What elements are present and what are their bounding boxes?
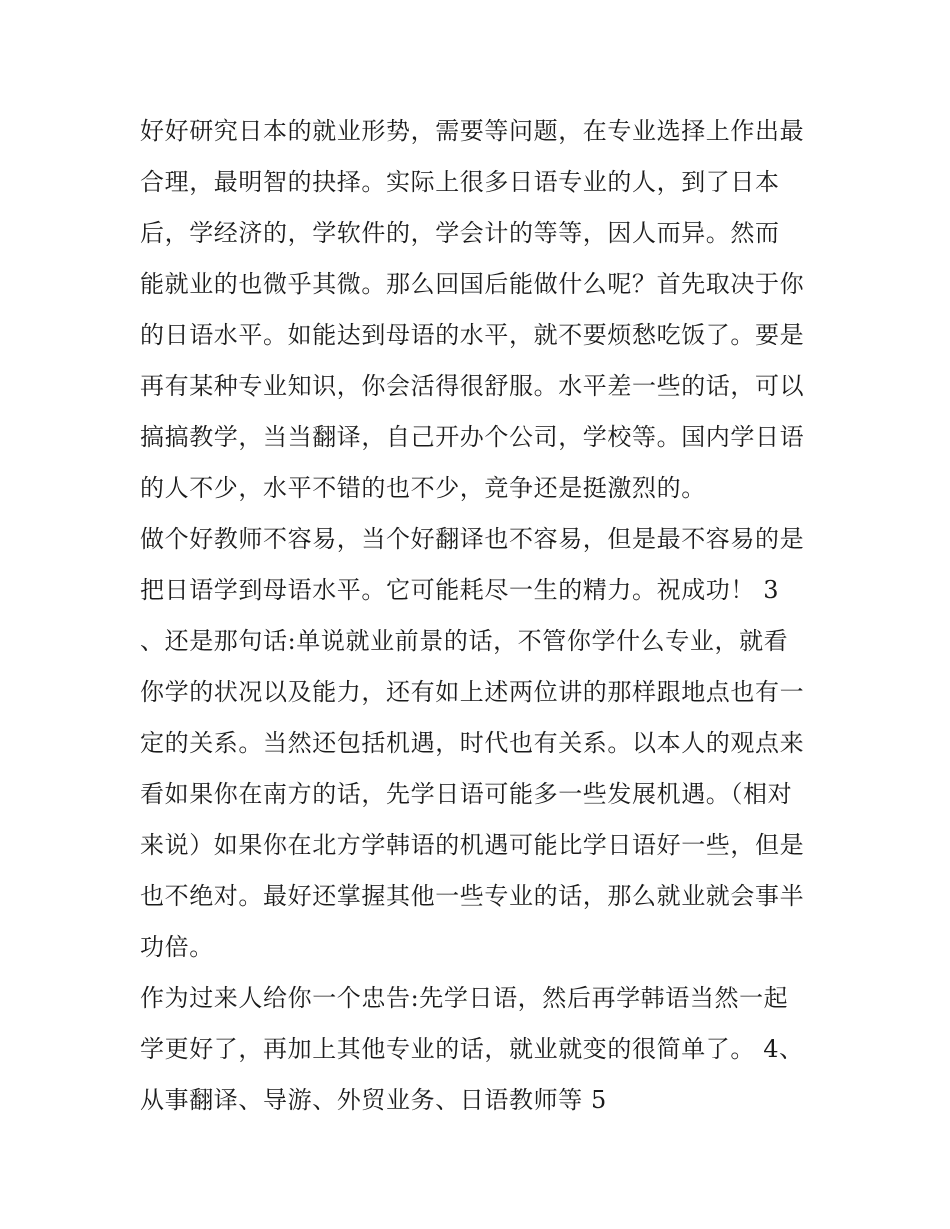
- text-line-5: 的日语水平。如能达到母语的水平，就不要烦愁吃饭了。要是: [140, 321, 805, 349]
- text-line-4: 能就业的也微乎其微。那么回国后能做什么呢？首先取决于你: [140, 270, 805, 298]
- text-line-18: 作为过来人给你一个忠告:先学日语，然后再学韩语当然一起: [140, 984, 789, 1012]
- text-line-1: 好好研究日本的就业形势，需要等问题，在专业选择上作出最: [140, 117, 805, 145]
- text-line-7: 搞搞教学，当当翻译，自己开办个公司，学校等。国内学日语: [140, 423, 805, 451]
- text-line-15: 来说）如果你在北方学韩语的机遇可能比学日语好一些，但是: [140, 831, 805, 859]
- text-line-9: 做个好教师不容易，当个好翻译也不容易，但是最不容易的是: [140, 525, 805, 553]
- text-line-3: 后，学经济的，学软件的，学会计的等等，因人而异。然而: [140, 219, 780, 247]
- text-line-10: 把日语学到母语水平。它可能耗尽一生的精力。祝成功！ 3: [140, 576, 780, 604]
- text-line-14: 看如果你在南方的话，先学日语可能多一些发展机遇。（相对: [140, 780, 793, 808]
- text-line-13: 定的关系。当然还包括机遇，时代也有关系。以本人的观点来: [140, 729, 805, 757]
- text-line-11: 、还是那句话:单说就业前景的话，不管你学什么专业，就看: [140, 627, 789, 655]
- document-body: [140, 106, 830, 1126]
- text-line-6: 再有某种专业知识，你会活得很舒服。水平差一些的话，可以: [140, 372, 805, 400]
- text-line-2: 合理，最明智的抉择。实际上很多日语专业的人，到了日本: [140, 168, 780, 196]
- text-line-12: 你学的状况以及能力，还有如上述两位讲的那样跟地点也有一: [140, 678, 805, 706]
- text-line-19: 学更好了，再加上其他专业的话，就业就变的很简单了。 4、: [140, 1035, 804, 1063]
- text-line-8: 的人不少，水平不错的也不少，竞争还是挺激烈的。: [140, 474, 706, 502]
- text-line-16: 也不绝对。最好还掌握其他一些专业的话，那么就业就会事半: [140, 882, 805, 910]
- text-line-20: 从事翻译、导游、外贸业务、日语教师等 5: [140, 1086, 607, 1114]
- text-line-17: 功倍。: [140, 933, 214, 961]
